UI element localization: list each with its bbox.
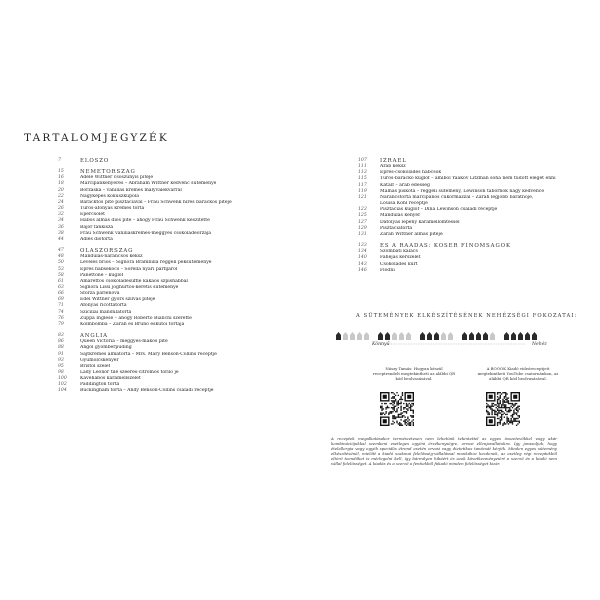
toc-left-column <box>58 158 270 395</box>
toc-page-number: 53 <box>58 266 64 272</box>
toc-page-number: 44 <box>58 236 64 242</box>
cake-slice-icon <box>364 332 369 340</box>
cake-slice-icon <box>504 332 509 340</box>
toc-page-number: 7 <box>58 158 61 163</box>
toc-entry-text: Lady Leonór tile szeéres-citromos torilo je <box>80 370 179 375</box>
toc-entry-text: Epres habsekocs – Sorella nyári parfijáról <box>80 266 178 272</box>
cake-slice-icon <box>378 332 383 340</box>
toc-right-column <box>358 158 570 274</box>
toc-page-number: 129 <box>358 225 367 231</box>
toc-page-number: 69 <box>58 297 64 303</box>
toc-page-number: 133 <box>358 243 367 249</box>
toc-page-number: 47 <box>58 248 64 254</box>
toc-entry-text: Zarah Wittner almás pitéje <box>380 231 443 237</box>
toc-entry <box>358 268 570 274</box>
toc-entry-text: Buckingham torta – Andy Benson-Collins családi receptje <box>80 388 214 394</box>
toc-entry-text: Málnás piskóta – reggeli sütemény, Lewinson tábornok nagy kedvence <box>380 188 545 194</box>
toc-page-number: 140 <box>358 255 367 261</box>
toc-page-number: 15 <box>58 169 64 175</box>
toc-entry-text: Mandulás-narancsos keksz <box>80 254 143 260</box>
toc-page-number: 20 <box>58 187 64 193</box>
difficulty-hard-label: Nehéz <box>532 342 547 347</box>
cake-slice-icon <box>385 332 390 340</box>
cake-slice-icon <box>462 332 467 340</box>
difficulty-level-3 <box>420 332 453 340</box>
toc-page-number: 125 <box>358 213 367 219</box>
toc-page-number: 74 <box>58 309 64 315</box>
toc-entry-text: Signora Lissi joghurtos-kéretis süteménye <box>80 284 179 290</box>
difficulty-level-2 <box>378 332 411 340</box>
difficulty-scale <box>330 327 552 349</box>
toc-page-number: 119 <box>358 188 367 194</box>
toc-entry-text: Túrós-baracko kuglóf – amiből Yaakov Litzman soha nem tudott eleget enni <box>380 176 556 182</box>
toc-page-number: 26 <box>58 206 64 212</box>
toc-entry-text: Áfonyás ricottatorta <box>80 303 127 309</box>
toc-page-number: 115 <box>358 176 367 182</box>
toc-entry-text: Amarettós csokoládésuffle kakaós szpishabbal <box>80 278 188 284</box>
toc-page-number: 66 <box>58 291 64 297</box>
toc-entry-text: Louisa Kohl receptje <box>380 201 428 207</box>
toc-entry-text: Mandulás kenyér <box>380 213 421 219</box>
toc-entry-text: Flódni <box>380 267 395 273</box>
toc-entry-text: Edel Wittner gyors szilvás pitéje <box>80 297 156 303</box>
toc-page-number: 58 <box>58 272 64 278</box>
toc-page-number: 95 <box>58 363 64 369</box>
toc-entry-text: Panettone – kuglóf <box>80 272 124 278</box>
toc-entry-text: ELŐSZÓ <box>80 158 110 164</box>
difficulty-level-5 <box>504 332 537 340</box>
toc-entry-text: Epres-csokoládés habcsók <box>380 170 442 176</box>
cake-slice-icon <box>399 332 404 340</box>
cake-slice-icon <box>336 332 341 340</box>
toc-entry-text: Baracktos pite pisztáciával – Frau Schwenk híres barackos pitéje <box>80 199 232 205</box>
toc-entry-text: Sajtkrémes almatorta – Mrs. Mary Benson-Collins receptje <box>80 351 217 357</box>
toc-entry-text: Adles diótorta <box>80 236 113 242</box>
toc-page-number: 93 <box>58 357 64 363</box>
toc-entry-text: Gyümölcskenyér <box>80 357 119 363</box>
toc-page-number: 48 <box>58 254 64 260</box>
toc-entry-text: Szicíliai mandulatorta <box>80 309 132 315</box>
qr-code-right[interactable] <box>486 392 520 426</box>
cake-slice-icon <box>392 332 397 340</box>
toc-page-number: 143 <box>358 261 367 267</box>
cake-slice-icon <box>357 332 362 340</box>
toc-page-number: 88 <box>58 345 64 351</box>
cake-slice-icon <box>511 332 516 340</box>
cake-slice-icon <box>448 332 453 340</box>
toc-page-number: 79 <box>58 321 64 327</box>
cake-slice-icon <box>343 332 348 340</box>
toc-page-number: 32 <box>58 212 64 218</box>
toc-entry-text: Kolmbomba – Zarah és Bruno eskütői tortája <box>80 321 185 327</box>
toc-page-number: 102 <box>58 382 67 388</box>
toc-page-number: 146 <box>358 267 367 273</box>
toc-page-number: 98 <box>58 370 64 375</box>
toc-page-number: 76 <box>58 315 64 321</box>
cake-slice-icon <box>350 332 355 340</box>
difficulty-title: A SÜTEMÉNYEK ELKÉSZÍTÉSÉNEK NEHÉZSÉGI FOKOZATAI: <box>356 313 578 319</box>
toc-entry-text: Epercsólet <box>80 212 105 218</box>
toc-page-number: 18 <box>58 181 64 187</box>
toc-entry-text: Marcipánkenyeres – Abraham Wittner kedvenc süteménye <box>80 181 217 187</box>
cake-slice-icon <box>490 332 495 340</box>
toc-entry-text: Queen Victoria – meggyes-mákos pite <box>80 339 168 345</box>
toc-entry-text: IZRAEL <box>380 158 407 164</box>
disclaimer-note: A receptek megalkotásakor természetesen nem lehetünk tekintettel az egyes összetevőkkel vagy akár kombinációjukkal szembeni esetleges egyéni érzékenységre, orvosi ellenjavallatokra. Így javasoljuk, hogy ételallergia vagy egyéb speciális étrend esetén orvosi vagy dietetikus tanácsát kérjék. Minden egyes sütemény elkészítésénél, mielőtt a kiadó szakmai felelősség-vállalással munkához kezdenek, az esetleg régi receptekből eltérő teendőket is mérlegelni kell, így bármilyen hibáért és azok következményeiért a szerző és a kiadó nem vállal felelősséget. A kiadás és a szerző a fentiekből fakadó minden felelősséget kizár. <box>331 436 557 467</box>
toc-page-number: 131 <box>358 231 367 237</box>
toc-page-number: 24 <box>58 199 64 205</box>
toc-page-number: 86 <box>58 339 64 345</box>
toc-entry-text: Fahéjas kérszelet <box>380 255 421 261</box>
toc-entry-text: Csokoládés kürt <box>380 261 418 267</box>
toc-entry <box>58 388 270 394</box>
qr-code-left[interactable] <box>380 392 414 426</box>
toc-entry-text: Túrós-áfonyás krémes torta <box>80 206 145 212</box>
cake-slice-icon <box>532 332 537 340</box>
toc-entry-text: Borzaska – vaníliás krémes mályvalekvárral <box>80 187 182 193</box>
qr-left-caption: Nászy Tamás: Hogyan készül receptrendelt megtekintheti az alábbi QR kód beolvasásával. <box>372 366 456 381</box>
toc-page-number: 50 <box>58 260 64 266</box>
toc-page-number: 104 <box>58 388 67 394</box>
toc-entry-text: Pisztáciatorta <box>380 225 413 231</box>
toc-page-number: 61 <box>58 278 64 284</box>
toc-entry-text: Szombati kalács <box>380 249 418 255</box>
toc-page-number: 36 <box>58 224 64 230</box>
cake-slice-icon <box>525 332 530 340</box>
cake-slice-icon <box>483 332 488 340</box>
difficulty-easy-label: Könnyű <box>372 342 390 347</box>
toc-entry-text: Katalf – arab édesség <box>380 182 430 188</box>
toc-entry-text: Habos almás diós pite – ahogy Frau Schwenk készítette <box>80 218 210 224</box>
difficulty-level-1 <box>336 332 369 340</box>
cake-slice-icon <box>420 332 425 340</box>
toc-entry-text: OLASZORSZÁG <box>80 248 134 255</box>
toc-entry-text: Leveles briós – Signora Brambilla reggeli péksüteménye <box>80 260 212 266</box>
page-title: TARTALOMJEGYZÉK <box>24 132 169 144</box>
toc-entry-text: Bajor fánkiszа <box>80 224 114 230</box>
toc-entry-text: Pisztáciás kuglóf – Dina Lewinson családi receptje <box>380 207 498 213</box>
toc-entry-text: Arab keksz <box>380 164 406 170</box>
toc-page-number: 123 <box>358 207 367 213</box>
cake-slice-icon <box>406 332 411 340</box>
toc-page-number: 127 <box>358 219 367 225</box>
cake-slice-icon <box>427 332 432 340</box>
toc-entry-text: Sforza parlénova <box>80 291 120 297</box>
toc-page-number: 34 <box>58 218 64 224</box>
toc-entry-text: Zuppa Inglese – ahogy Roberto Bianchi szerette <box>80 315 192 321</box>
toc-entry-text: NÉMETORSZÁG <box>80 169 136 176</box>
toc-page-number: 83 <box>58 333 64 339</box>
toc-page-number: 71 <box>58 303 64 309</box>
toc-entry-text: Bristol szelet <box>80 363 111 369</box>
toc-page-number: 91 <box>58 351 64 357</box>
toc-entry-text: Paddington torta <box>80 382 120 388</box>
cake-slice-icon <box>441 332 446 340</box>
cake-slice-icon <box>469 332 474 340</box>
toc-entry-text: Narancstorta marcipános cukormázzal – Zarah legjobb barátnője, <box>380 194 534 200</box>
toc-entry-text: Nagyképes kókuszkupola <box>80 193 139 199</box>
qr-right-caption: A BOOOK Kiadó videóreceptjeit megtekintheti YouTube csatornánkon, az alábbi QR kód beolvasásával. <box>477 366 559 381</box>
toc-entry-text: Adele Wittner csoszunyis pitéje <box>80 175 154 181</box>
toc-entry-text: Kávéhabos karamellszelet <box>80 376 141 382</box>
toc-entry-text: Frau Schwenk vaníliáskrémes-meggyes csokoládéórzája <box>80 230 212 236</box>
toc-page-number: 107 <box>358 158 367 163</box>
toc-page-number: 16 <box>58 175 64 181</box>
toc-entry-text: ÉS A RÁADÁS: KÓSER FINOMSÁGOK <box>380 243 511 250</box>
toc-page-number: 111 <box>358 164 367 170</box>
toc-entry-text: Datolyás lepény karamellömtessel <box>380 219 460 225</box>
toc-entry-text: ANGLIA <box>80 333 108 340</box>
toc-page-number: 63 <box>58 284 64 290</box>
toc-entry-text: Angol gyömbérpuding <box>80 345 132 351</box>
toc-page-number: 113 <box>358 170 367 176</box>
cake-slice-icon <box>434 332 439 340</box>
toc-page-number: 121 <box>358 194 367 200</box>
toc-page-number: 134 <box>358 249 367 255</box>
toc-page-number: 22 <box>58 193 64 199</box>
cake-slice-icon <box>476 332 481 340</box>
toc-page-number: 38 <box>58 230 64 236</box>
cake-slice-icon <box>518 332 523 340</box>
toc-page-number: 100 <box>58 376 67 382</box>
toc-page-number: 117 <box>358 182 367 188</box>
difficulty-level-4 <box>462 332 495 340</box>
